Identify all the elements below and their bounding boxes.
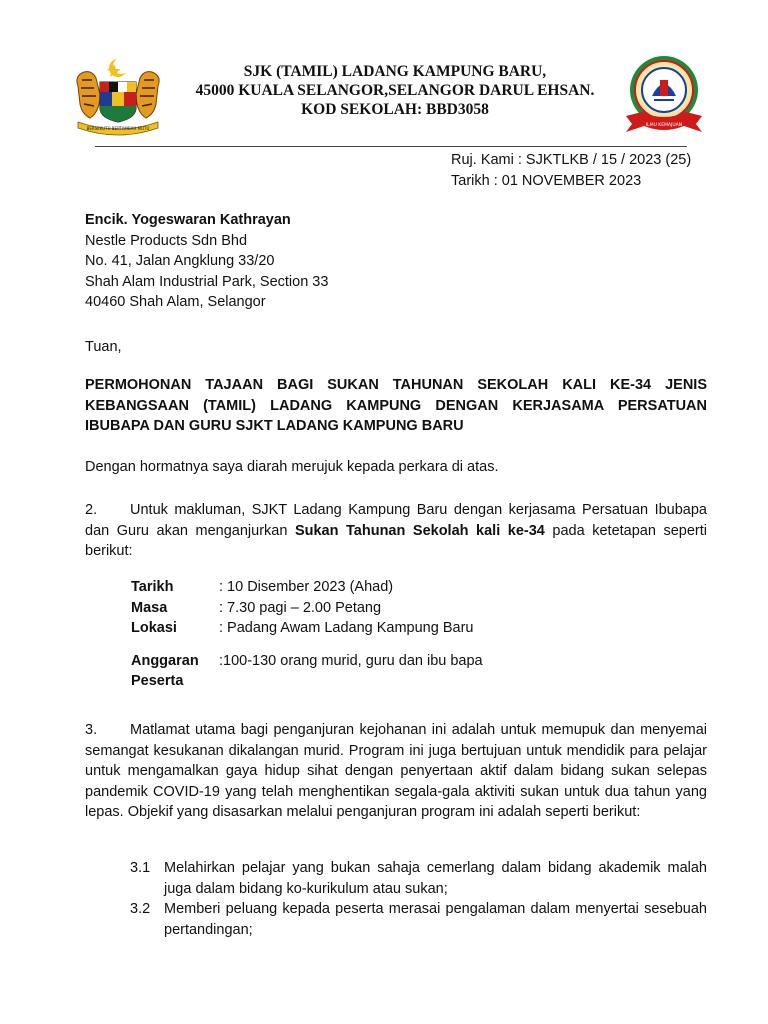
reference-block [451, 150, 691, 192]
paragraph-2: 2. Untuk makluman, SJKT Ladang Kampung Baru dengan kerjasama Persatuan Ibubapa dan Guru akan menganjurkan Sukan Tahunan Sekolah kali ke-34 pada ketetapan seperti berikut: [85, 502, 707, 559]
list-item-text: Melahirkan pelajar yang bukan sahaja cemerlang dalam bidang akademik malah juga dalam bidang ko-kurikulum atau sukan; [164, 860, 707, 897]
detail-label: Tarikh [131, 579, 174, 595]
salutation: Tuan, [85, 339, 122, 355]
detail-value: : 10 Disember 2023 (Ahad) [219, 579, 394, 595]
school-logo [622, 50, 706, 138]
header-divider [95, 146, 687, 147]
paragraph-3: 3. Matlamat utama bagi penganjuran kejohanan ini adalah untuk memupuk dan menyemai semangat kesukanan dikalangan murid. Program ini juga bertujuan untuk mendidik para pelajar untuk mengamalkan gaya hidup sihat dengan penyertaan aktif dalam bidang sukan selepas pandemik COVID-19 yang telah menghentikan segala-gala aktiviti sukan untuk dua tahun yang lepas. Objekif yang disasarkan melalui penganjuran program ini adalah seperti berikut: [85, 722, 707, 820]
list-item [130, 899, 707, 940]
recipient-address [85, 210, 328, 313]
school-name: SJK (TAMIL) LADANG KAMPUNG BARU, [243, 63, 547, 80]
svg-text:ILMU KEMAJUAN: ILMU KEMAJUAN [645, 123, 683, 128]
svg-text:BERSEKUTU BERTAMBAH MUTU: BERSEKUTU BERTAMBAH MUTU [86, 126, 150, 131]
detail-value: : 7.30 pagi – 2.00 Petang [219, 599, 382, 616]
detail-value: :100-130 orang murid, guru dan ibu bapa [219, 652, 483, 669]
event-details [131, 577, 483, 692]
detail-label: Anggaran Peserta [131, 652, 199, 689]
detail-value: : Padang Awam Ladang Kampung Baru [219, 620, 474, 636]
detail-row-location [131, 618, 483, 639]
list-item-number: 3.1 [130, 860, 151, 876]
school-code: KOD SEKOLAH: BBD3058 [301, 101, 489, 118]
list-item-number: 3.2 [130, 901, 151, 917]
recipient-address-line: No. 41, Jalan Angklung 33/20 [85, 253, 275, 269]
recipient-name: Encik. Yogeswaran Kathrayan [85, 212, 291, 228]
recipient-address-line: 40460 Shah Alam, Selangor [85, 294, 266, 310]
list-item [130, 858, 707, 899]
objectives-list [130, 858, 707, 940]
paragraph-number: 3. [85, 722, 98, 738]
letter-date: Tarikh : 01 NOVEMBER 2023 [451, 173, 642, 189]
paragraph-number: 2. [85, 502, 98, 518]
recipient-address-line: Shah Alam Industrial Park, Section 33 [85, 273, 329, 290]
list-item-text: Memberi peluang kepada peserta merasai pengalaman dalam menyertai sesebuah pertandingan; [164, 901, 707, 938]
detail-row-date [131, 577, 483, 598]
school-address: 45000 KUALA SELANGOR,SELANGOR DARUL EHSAN. [195, 82, 595, 99]
letter-subject: PERMOHONAN TAJAAN BAGI SUKAN TAHUNAN SEKOLAH KALI KE-34 JENIS KEBANGSAAN (TAMIL) LADANG KAMPUNG DENGAN KERJASAMA PERSATUAN IBUBAPA DAN GURU SJKT LADANG KAMPUNG BARU [85, 377, 707, 434]
detail-label: Lokasi [131, 620, 177, 636]
detail-row-time [131, 598, 483, 619]
detail-label: Masa [131, 599, 168, 616]
event-name: Sukan Tahunan Sekolah kali ke-34 [294, 522, 545, 539]
letterhead [150, 62, 640, 119]
paragraph-1: Dengan hormatnya saya diarah merujuk kepada perkara di atas. [85, 459, 499, 475]
detail-row-participants [131, 651, 483, 692]
reference-number: Ruj. Kami : SJKTLKB / 15 / 2023 (25) [451, 152, 692, 168]
recipient-company: Nestle Products Sdn Bhd [85, 232, 248, 249]
